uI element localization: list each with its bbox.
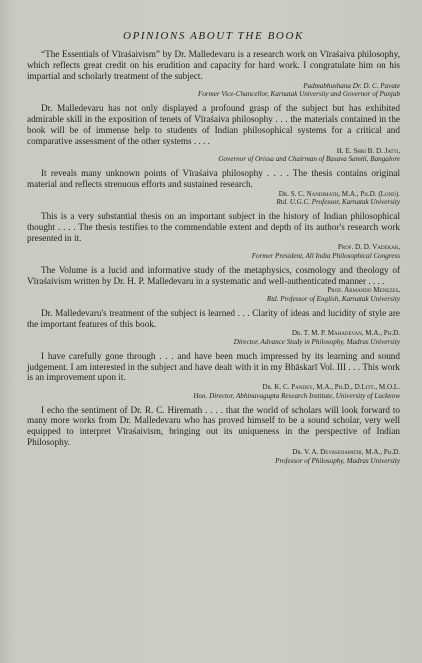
opinion-block (27, 211, 400, 261)
attribution-name: Padmabhushana Dr. D. C. Pavate (303, 81, 400, 90)
attribution-role: Professor of Philosophy, Madras University (275, 456, 400, 465)
opinion-text: It reveals many unknown points of Vīraśaiva philosophy . . . . The thesis contains original material and reflects strenuous efforts and sustained research. (27, 167, 400, 189)
opinion-text: Dr. Malledevaru's treatment of the subject is learned . . . Clarity of ideas and lucidity of style are the important features of this book. (27, 307, 400, 329)
opinion-text: Dr. Malledevaru has not only displayed a profound grasp of the subject but has exhibited admirable skill in the exposition of tenets of Vīraśaiva philosophy . . . the materials contained in the book will be of immense help to students of Indian philosophical systems for a critical and comparative assessment of the other systems . . . . (27, 102, 400, 146)
attribution-name: Dr. V. A. Devasenapathi, M.A., Ph.D. (292, 448, 400, 457)
opinion-block (27, 308, 400, 347)
opinion-text: This is a very substantial thesis on an important subject in the history of Indian philosophical thought . . . . The thesis testifies to the commendable extent and depth of its author's research work presented in it. (27, 210, 400, 243)
opinion-block (27, 103, 400, 164)
attribution-name: Dr. T. M. P. Mahadevan, M.A., Ph.D. (291, 329, 400, 338)
page-title: OPINIONS ABOUT THE BOOK (123, 30, 304, 42)
attribution-role: Rtd. Professor of English, Karnatak University (266, 295, 400, 304)
attribution-role: Former Vice-Chancellor, Karnatak University and Governor of Punjab (197, 90, 400, 99)
attribution-role: Governor of Orissa and Chairman of Basava Samiti, Bangalore (218, 155, 400, 164)
attribution-role: Hon. Director, Abhinavagupta Research Institute, University of Lucknow (193, 391, 400, 400)
opinion-text: “The Essentials of Vīraśaivism” by Dr. Malledevaru is a research work on Vīraśaiva philosophy, which reflects great credit on his erudition and capacity for hard work. I congratulate him on his impartial and scholarly treatment of the subject. (27, 49, 400, 81)
attribution-name: Dr. K. C. Pandey, M.A., Ph.D., D.Litt., M.O.L. (262, 383, 400, 392)
attribution-name: Prof. Armando Menezes, (327, 286, 400, 295)
attribution-name: H. E. Shri B. D. Jatti, (336, 146, 400, 155)
opinion-block (27, 405, 400, 466)
opinion-block (27, 49, 400, 99)
opinion-block (27, 265, 400, 304)
attribution-role: Director, Advance Study in Philosophy, Madras University (233, 338, 400, 347)
attribution-name: Dr. S. C. Nandimath, M.A., Ph.D. (Lond). (278, 189, 400, 198)
opinion-text: I have carefully gone through . . . and have been much impressed by its learning and sound judgement. I am interested in the subject and have dealt with it in my Bhāskarī Vol. III . . . This work is an improvement upon it. (27, 350, 400, 383)
opinion-text: I echo the sentiment of Dr. R. C. Hiremath . . . . that the world of scholars will look forward to many more works from Dr. Malledevaru who has proved himself to be a sound scholar, very well equipped to interpret Vīraśaivism, bringing out its uniqueness in the perspective of Indian Philosophy. (27, 404, 400, 448)
attribution-role: Rtd. U.G.C. Professor, Karnatak University (276, 198, 400, 207)
attribution-name: Prof. D. D. Vadekar, (337, 243, 400, 252)
attribution-role: Former President, All India Philosophical Congress (251, 252, 400, 261)
opinion-text: The Volume is a lucid and informative study of the metaphysics, cosmology and theology of Vīraśaivism written by Dr. H. P. Malledevaru in a systematic and well-authenticated manner . . . . (27, 264, 400, 286)
opinion-block (27, 168, 400, 207)
opinion-block (27, 351, 400, 401)
